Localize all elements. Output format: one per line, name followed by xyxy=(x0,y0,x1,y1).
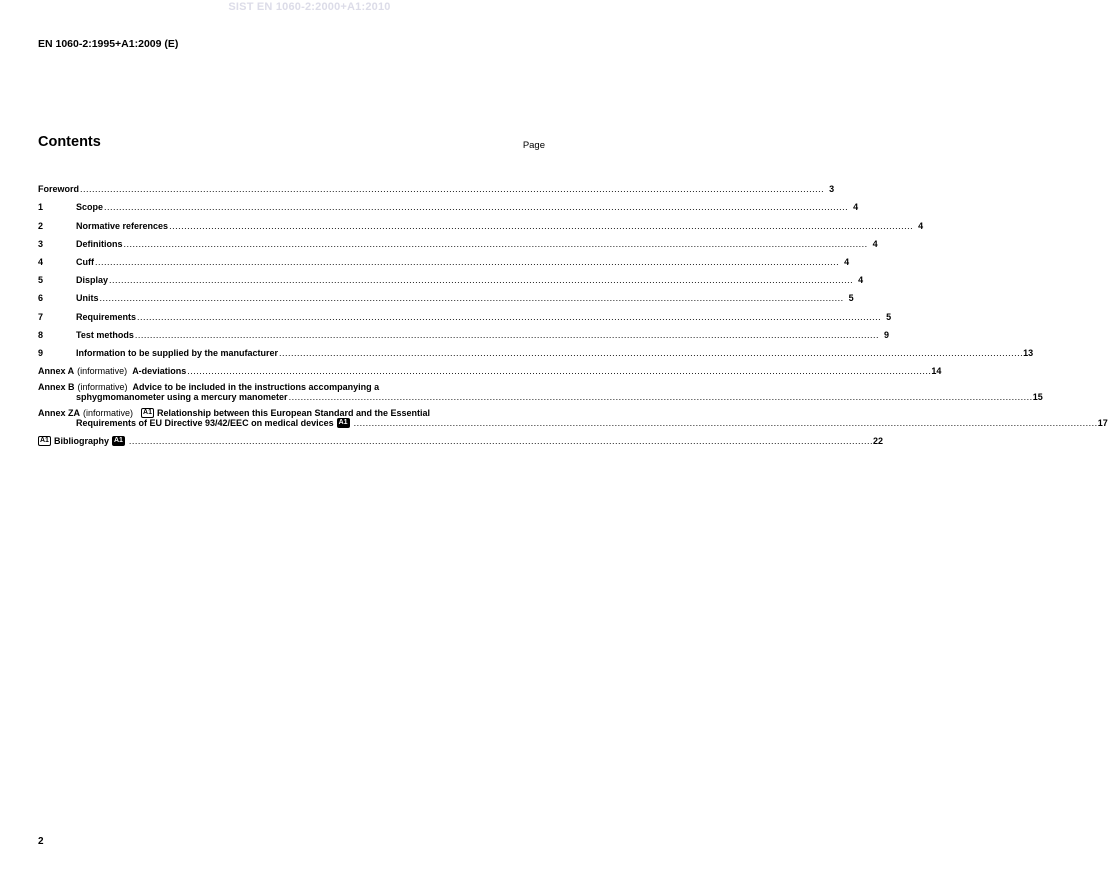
dot-leader: ........................................................................................................................................................................................................................................................ xyxy=(123,238,868,249)
toc-page: 9 xyxy=(883,329,889,340)
toc-number: 7 xyxy=(38,311,44,322)
annex-informative: (informative) xyxy=(77,382,128,393)
toc-page: 5 xyxy=(848,293,854,304)
annex-label: Annex ZA xyxy=(38,408,81,419)
toc-title: Units xyxy=(76,293,99,304)
toc-entry-information[interactable] xyxy=(38,340,1034,358)
toc-entry-bibliography[interactable] xyxy=(38,428,884,447)
toc-title: Test methods xyxy=(76,329,134,340)
page-number: 2 xyxy=(38,836,44,847)
toc-number: 1 xyxy=(38,202,44,213)
toc-number: 3 xyxy=(38,238,44,249)
toc-entry-cuff[interactable] xyxy=(38,249,850,267)
dot-leader: ........................................................................................................................................................................................................................................................ xyxy=(137,311,882,322)
toc-page: 22 xyxy=(873,436,884,447)
toc-title-line1: Relationship between this European Standard and the Essential xyxy=(156,408,431,419)
dot-leader: ........................................................................................................................................................................................................................................................ xyxy=(134,329,879,340)
dot-leader: ........................................................................................................................................................................................................................................................ xyxy=(104,202,849,213)
amendment-start-icon: A1 xyxy=(143,409,152,417)
toc-title: Foreword xyxy=(38,184,80,195)
toc-entry-display[interactable] xyxy=(38,267,864,286)
page-column-label: Page xyxy=(522,140,545,151)
toc-entry-scope[interactable] xyxy=(38,194,859,213)
toc-page: 3 xyxy=(829,184,835,195)
dot-leader: ........................................................................................................................................................................................................................................................ xyxy=(128,436,874,447)
toc-title-line2: Requirements of EU Directive 93/42/EEC on medical devices xyxy=(76,418,334,429)
toc-title: Information to be supplied by the manufacturer xyxy=(76,347,279,358)
contents-title: Contents xyxy=(38,134,101,150)
table-of-contents xyxy=(38,176,1108,447)
dot-leader: ........................................................................................................................................................................................................................................................ xyxy=(288,392,1033,403)
toc-number: 4 xyxy=(38,256,44,267)
toc-title-line1: Advice to be included in the instructions accompanying a xyxy=(132,382,380,393)
document-id: EN 1060-2:1995+A1:2009 (E) xyxy=(38,38,179,50)
toc-page: 4 xyxy=(844,256,850,267)
annex-informative: (informative) xyxy=(77,366,128,377)
toc-number: 9 xyxy=(38,347,44,358)
toc-number: 5 xyxy=(38,275,44,286)
dot-leader: ........................................................................................................................................................................................................................................................ xyxy=(279,347,1024,358)
toc-entry-definitions[interactable] xyxy=(38,231,878,249)
toc-number: 2 xyxy=(38,220,44,231)
toc-page: 4 xyxy=(918,220,924,231)
toc-title: Normative references xyxy=(76,220,169,231)
toc-number: 6 xyxy=(38,293,44,304)
toc-entry-test-methods[interactable] xyxy=(38,322,889,340)
toc-title: Scope xyxy=(76,202,104,213)
toc-title: Bibliography xyxy=(53,436,109,447)
dot-leader: ........................................................................................................................................................................................................................................................ xyxy=(80,184,825,195)
toc-entry-requirements[interactable] xyxy=(38,303,892,322)
toc-entry-normative-references[interactable] xyxy=(38,212,924,231)
toc-title: Requirements xyxy=(76,311,137,322)
toc-title: Definitions xyxy=(76,238,123,249)
dot-leader: ........................................................................................................................................................................................................................................................ xyxy=(353,418,1098,429)
toc-entry-annex-za[interactable] xyxy=(38,402,1108,429)
toc-number: 8 xyxy=(38,329,44,340)
toc-page: 17 xyxy=(1097,418,1108,429)
toc-entry-foreword[interactable] xyxy=(38,176,835,195)
toc-page: 5 xyxy=(886,311,892,322)
annex-label: Annex B xyxy=(38,382,75,393)
toc-entry-annex-a[interactable] xyxy=(38,358,942,377)
toc-title: A-deviations xyxy=(132,366,187,377)
dot-leader: ........................................................................................................................................................................................................................................................ xyxy=(169,220,914,231)
annex-label: Annex A xyxy=(38,366,75,377)
toc-page: 15 xyxy=(1032,392,1043,403)
dot-leader: ........................................................................................................................................................................................................................................................ xyxy=(95,256,840,267)
toc-entry-units[interactable] xyxy=(38,285,854,304)
dot-leader: ........................................................................................................................................................................................................................................................ xyxy=(187,366,932,377)
toc-page: 4 xyxy=(853,202,859,213)
amendment-start-icon: A1 xyxy=(40,437,49,445)
toc-page: 4 xyxy=(872,238,878,249)
dot-leader: ........................................................................................................................................................................................................................................................ xyxy=(99,293,844,304)
toc-page: 13 xyxy=(1023,347,1034,358)
toc-page: 4 xyxy=(858,275,864,286)
toc-page: 14 xyxy=(931,366,942,377)
amendment-end-icon: A1 xyxy=(113,437,123,445)
dot-leader: ........................................................................................................................................................................................................................................................ xyxy=(109,275,854,286)
toc-entry-annex-b[interactable] xyxy=(38,376,1043,403)
amendment-end-icon: A1 xyxy=(338,419,348,427)
annex-informative: (informative) xyxy=(83,408,134,419)
watermark: SIST EN 1060-2:2000+A1:2010 xyxy=(228,1,391,13)
toc-title: Display xyxy=(76,275,109,286)
toc-title: Cuff xyxy=(76,256,94,267)
toc-title-line2: sphygmomanometer using a mercury manometer xyxy=(76,392,288,403)
